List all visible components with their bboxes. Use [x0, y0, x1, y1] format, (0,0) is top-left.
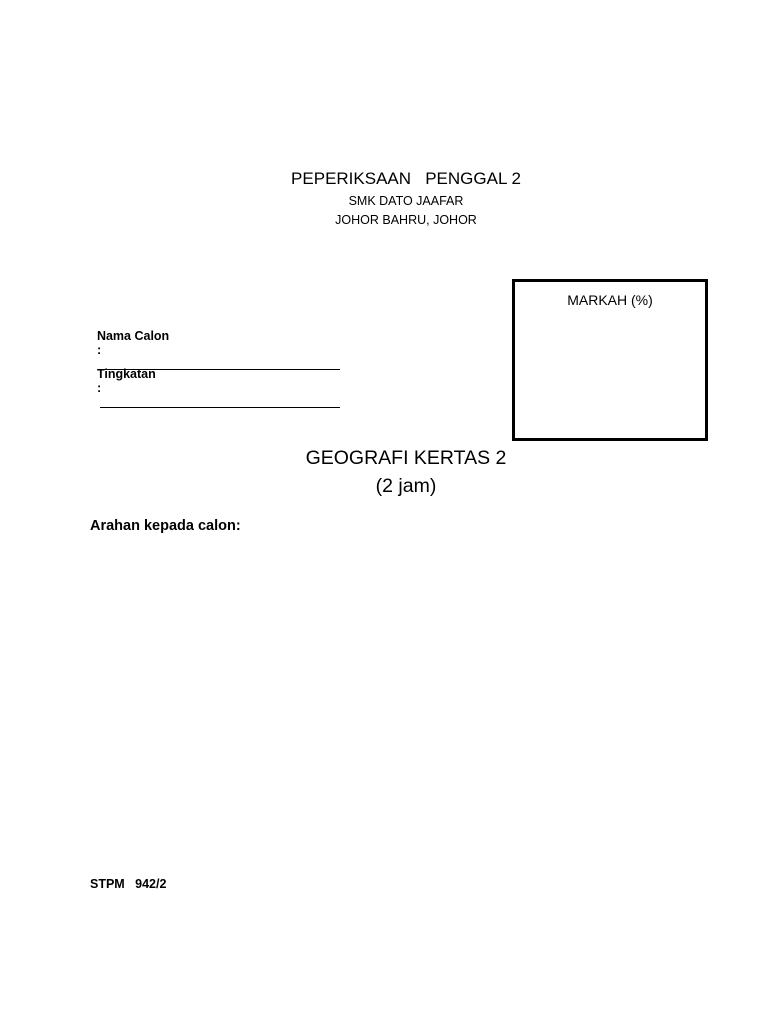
- subject-title: GEOGRAFI KERTAS 2: [305, 447, 507, 469]
- candidate-name-colon: :: [96, 343, 102, 357]
- paper-code: STPM 942/2: [90, 877, 167, 891]
- exam-duration: (2 jam): [375, 475, 437, 497]
- candidate-form-row: [90, 353, 340, 411]
- exam-title: PEPERIKSAAN PENGGAL 2: [291, 169, 521, 188]
- candidate-form-label: Tingkatan: [96, 367, 156, 381]
- marks-label: MARKAH (%): [567, 292, 653, 308]
- candidate-name-label: Nama Calon: [96, 329, 170, 343]
- school-name: SMK DATO JAAFAR: [348, 194, 464, 208]
- candidate-form-colon: :: [96, 381, 102, 395]
- candidate-form-field[interactable]: [100, 395, 340, 408]
- school-location: JOHOR BAHRU, JOHOR: [335, 213, 477, 227]
- instructions-heading: Arahan kepada calon:: [90, 518, 241, 534]
- marks-box: [512, 279, 708, 441]
